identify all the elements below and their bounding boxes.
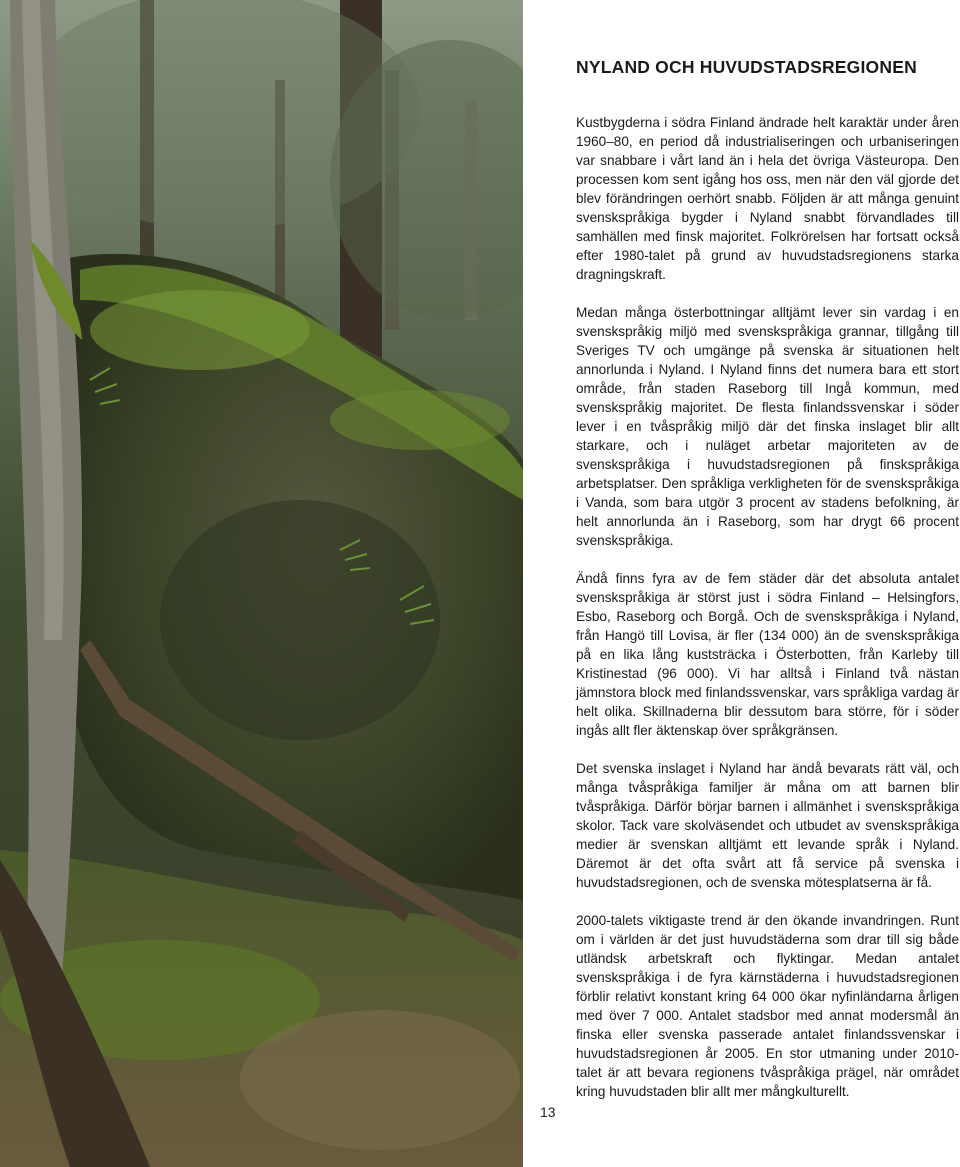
page-number: 13 <box>540 1104 556 1120</box>
paragraph-5: 2000-talets viktigaste trend är den ökande invandringen. Runt om i världen är det just huvudstäderna som drar till sig både utländsk arbetskraft och flyktingar. Medan antalet svenskspråkiga i de fyra kärnstäderna i huvudstadsregionen förblir relativt konstant kring 64 000 ökar nyfinländarna årligen med över 7 000. Antalet stadsbor med annat modersmål än finska eller svenska passerade antalet finlandssvenskar i huvudstadsregionen år 2005. En stor utmaning under 2010-talet är att bevara regionens tvåspråkiga prägel, när området kring huvudstaden blir allt mer mångkulturellt. <box>576 913 959 1099</box>
paragraph-3: Ändå finns fyra av de fem städer där det absoluta antalet svenskspråkiga är störst just i södra Finland – Helsingfors, Esbo, Raseborg och Borgå. Och de svenskspråkiga i Nyland, från Hangö till Lovisa, är fler (134 000) än de svenskspråkiga på en lika lång kuststräcka i Österbotten, från Karleby till Kristinestad (96 000). Vi har alltså i Finland två nästan jämnstora block med finlandssvenskar, vars språkliga vardag är helt olika. Skillnaderna blir dessutom bara större, för i söder ingås allt fler äktenskap över språkgränsen. <box>576 571 959 738</box>
paragraph-4: Det svenska inslaget i Nyland har ändå bevarats rätt väl, och många tvåspråkiga familjer är måna om att barnen blir tvåspråkiga. Därför börjar barnen i allmänhet i svenskspråkiga skolor. Tack vare skolväsendet och utbudet av svenskspråkiga medier är svenskan alltjämt ett levande språk i Nyland. Däremot är det ofta svårt att få service på svenska i huvudstadsregionen, och de svenska mötesplatserna är få. <box>576 761 959 890</box>
paragraph-2: Medan många österbottningar alltjämt lever sin vardag i en svenskspråkig miljö med svenskspråkiga grannar, tillgång till Sveriges TV och umgänge på svenska är situationen helt annorlunda i Nyland. I Nyland finns det numera bara ett stort område, från staden Raseborg till Ingå kommun, med svenskspråkig majoritet. De flesta finlandssvenskar i söder lever i en tvåspråkig miljö där det finska inslaget blir allt starkare, och i nuläget arbetar majoriteten av de svenskspråkiga i huvudstadsregionen på finskspråkiga arbetsplatser. Den språkliga verkligheten för de svenskspråkiga i Vanda, som bara utgör 3 procent av stadens befolkning, är helt annorlunda än i Raseborg, som har drygt 66 procent svenskspråkiga. <box>576 305 959 548</box>
article-column <box>576 56 959 1120</box>
page-title: NYLAND OCH HUVUDSTADSREGIONEN <box>576 57 917 77</box>
paragraph-1: Kustbygderna i södra Finland ändrade helt karaktär under åren 1960–80, en period då industrialiseringen och urbaniseringen var snabbare i vårt land än i hela det övriga Västeuropa. Den processen kom sent igång hos oss, men när den väl gjorde det blev förändringen oerhört snabb. Följden är att många genuint svenskspråkiga bygder i Nyland snabbt förvandlades till samhällen med finsk majoritet. Folkrörelsen har fortsatt också efter 1980-talet på grund av huvudstadsregionens starka dragningskraft. <box>576 115 959 282</box>
